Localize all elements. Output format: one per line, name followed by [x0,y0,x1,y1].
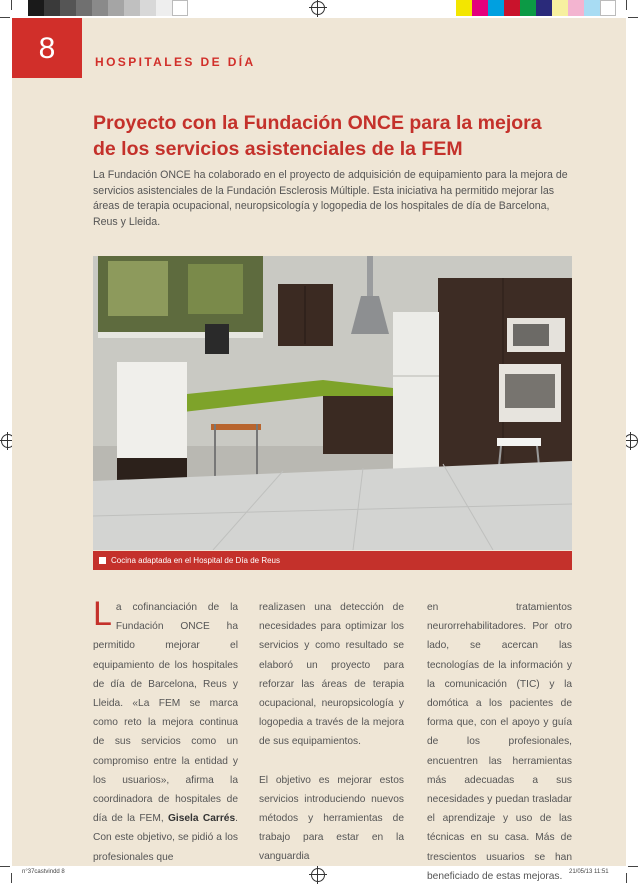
section-heading: HOSPITALES DE DÍA [95,55,256,69]
registration-mark-icon [624,434,638,448]
person-name: Gisela Carrés [167,813,236,825]
print-slug-date: 21/05/13 11:51 [569,869,609,875]
photo-caption-text: Cocina adaptada en el Hospital de Día de Reus [111,556,280,565]
grayscale-bar [28,0,188,16]
body-paragraph: en tratamientos neurorrehabilitadores. Por otro lado, se acercan las tecnologías de la información y la comunicación (TIC) y la domótica a los pacientes de forma que, con el apoyo y guía de los profesionales, encuentren las herramientas más adecuadas a sus necesidades y puedan trasladar el aprendizaje y uso de las técnicas en su casa. Más de trescientos usuarios se han beneficiado de estas mejoras. [427,602,572,882]
body-text: a cofinanciación de la Fundación ONCE ha permitido mejorar el equipamiento de los hospitales de día de Barcelona, Reus y Lleida. «La FEM se marca como reto la mejora continua de sus servicios como un compromiso entre la entidad y los usuarios», afirma la coordinadora de hospitales de día de la FEM, [93,602,238,825]
registration-mark-icon [311,868,325,882]
body-column-1 [93,595,238,867]
article-title: Proyecto con la Fundación ONCE para la mejora de los servicios asistenciales de la FEM [93,112,542,160]
color-bar [456,0,616,16]
crop-mark [0,17,10,18]
crop-mark [626,873,627,883]
caption-square-icon [99,557,106,564]
page-number: 8 [12,18,82,78]
body-column-3 [427,598,572,886]
drop-cap: L [93,595,112,633]
crop-mark [628,866,638,867]
body-column-2 [259,598,404,867]
crop-mark [11,873,12,883]
crop-mark [0,866,10,867]
body-paragraph: realizasen una detección de necesidades para optimizar los servicios y como resultado se elaboró un proyecto para reforzar las áreas de terapia ocupacional, neuropsicología y logopedia a través de la mejora de sus equipamientos. [259,602,404,748]
crop-mark [628,17,638,18]
body-paragraph [93,595,238,867]
print-slug-file: n°37castvindd 8 [22,869,65,875]
registration-mark-icon [311,1,325,15]
body-text: . Con este objetivo, se pidió a los profesionales que [93,813,238,863]
body-paragraph: El objetivo es mejorar estos servicios introduciendo nuevos métodos y herramientas de trabajo para estar en la vanguardia [259,774,404,863]
article-lead: La Fundación ONCE ha colaborado en el proyecto de adquisición de equipamiento para la mejora de servicios asistenciales de la Fundación Esclerosis Múltiple. Esta iniciativa ha permitido mejorar las áreas de terapia ocupacional, neuropsicología y logopedia de los hospitales de día de Barcelona, Reus y Lleida. [93,169,568,228]
kitchen-photo [93,256,572,550]
crop-mark [626,0,627,10]
crop-mark [11,0,12,10]
photo-caption [93,551,572,570]
